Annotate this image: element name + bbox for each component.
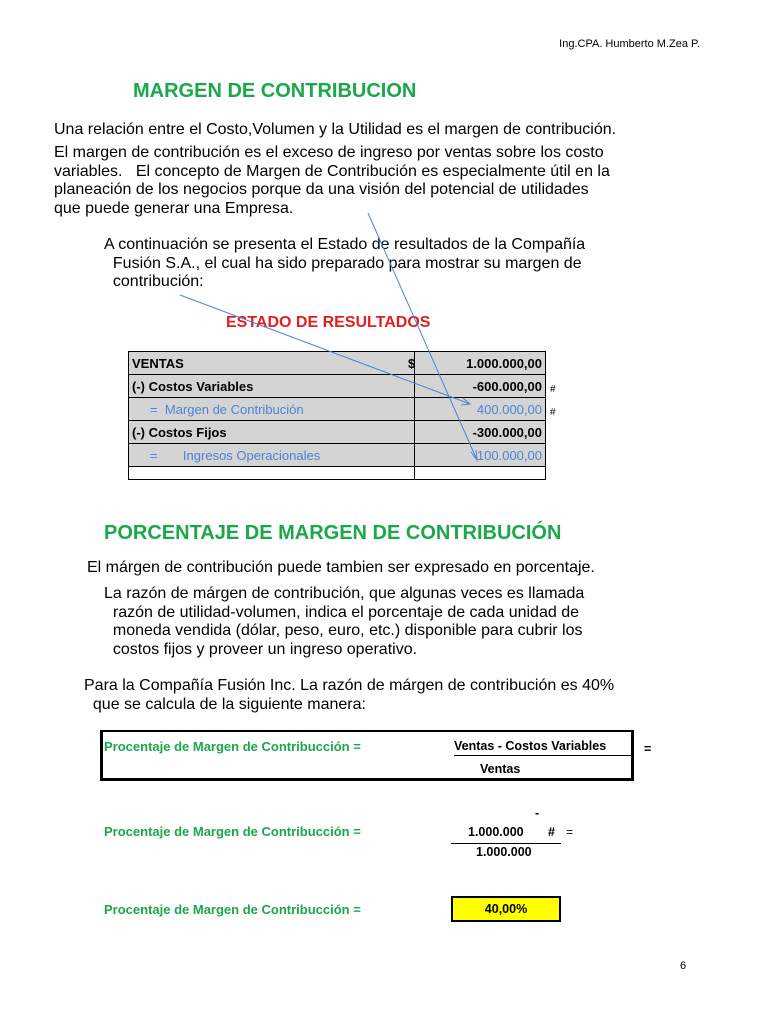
formula-equals: =	[644, 742, 652, 756]
razon-paragraph: La razón de márgen de contribución, que algunas veces es llamada razón de utilidad-volumen, indica el porcentaje de cada unidad de moneda vendida (dólar, peso, euro, etc.) disponible para cubrir los costos fijos y proveer un ingreso operativo.	[104, 585, 585, 658]
formula2-label: Procentaje de Margen de Contribucción =	[104, 824, 361, 839]
row-value: 100.000,00	[415, 444, 546, 467]
row-label: = Ingresos Operacionales	[129, 444, 415, 467]
row-value: 1.000.000,00	[415, 352, 546, 375]
row-mark: #	[550, 384, 556, 395]
porcentaje-paragraph: El márgen de contribución puede tambien ser expresado en porcentaje.	[87, 559, 595, 576]
section-title-porcentaje: PORCENTAJE DE MARGEN DE CONTRIBUCIÓN	[104, 522, 562, 544]
arrow-line	[368, 213, 477, 460]
row-value: 400.000,00	[415, 398, 546, 421]
row-label: = Margen de Contribución	[129, 398, 415, 421]
estado-intro-paragraph: A continuación se presenta el Estado de resultados de la Compañía Fusión S.A., el cual ha sido preparado para mostrar su margen de contribución:	[104, 236, 586, 290]
row-label: (-) Costos Fijos	[129, 421, 415, 444]
row-label: (-) Costos Variables	[129, 375, 415, 398]
formula2-denominator: 1.000.000	[476, 845, 532, 859]
currency-symbol: $	[407, 355, 416, 371]
page-number: 6	[680, 960, 687, 972]
row-mark: #	[550, 407, 556, 418]
fraction-line	[451, 843, 561, 844]
definition-paragraph: El margen de contribución es el exceso de ingreso por ventas sobre los costo variables. El concepto de Margen de Contribución es especialmente útil en la planeación de los negocios porque da una visión del potencial de utilidades que puede generar una Empresa.	[54, 144, 610, 217]
fusion-paragraph: Para la Compañía Fusión Inc. La razón de márgen de contribución es 40% que se calcula de la siguiente manera:	[84, 677, 615, 713]
result-cell: 40,00%	[451, 896, 561, 922]
intro-paragraph: Una relación entre el Costo,Volumen y la Utilidad es el margen de contribución.	[54, 121, 617, 138]
formula3-label: Procentaje de Margen de Contribucción =	[104, 902, 361, 917]
formula-numerator: Ventas - Costos Variables	[454, 739, 632, 756]
section-title-margen: MARGEN DE CONTRIBUCION	[133, 80, 417, 102]
arrow-head	[471, 450, 477, 460]
formula2-minus: -	[535, 806, 540, 820]
formula-denominator: Ventas	[480, 762, 521, 776]
author-header: Ing.CPA. Humberto M.Zea P.	[559, 38, 700, 50]
formula2-hash: #	[548, 825, 555, 839]
row-label: VENTAS $	[129, 352, 415, 375]
arrow-line	[180, 295, 470, 404]
estado-title: ESTADO DE RESULTADOS	[226, 314, 431, 331]
formula2-numerator: 1.000.000	[468, 825, 524, 839]
row-value: -600.000,00	[415, 375, 546, 398]
row-value: -300.000,00	[415, 421, 546, 444]
formula2-equals: =	[566, 825, 574, 839]
formula-label: Procentaje de Margen de Contribucción =	[104, 739, 361, 754]
